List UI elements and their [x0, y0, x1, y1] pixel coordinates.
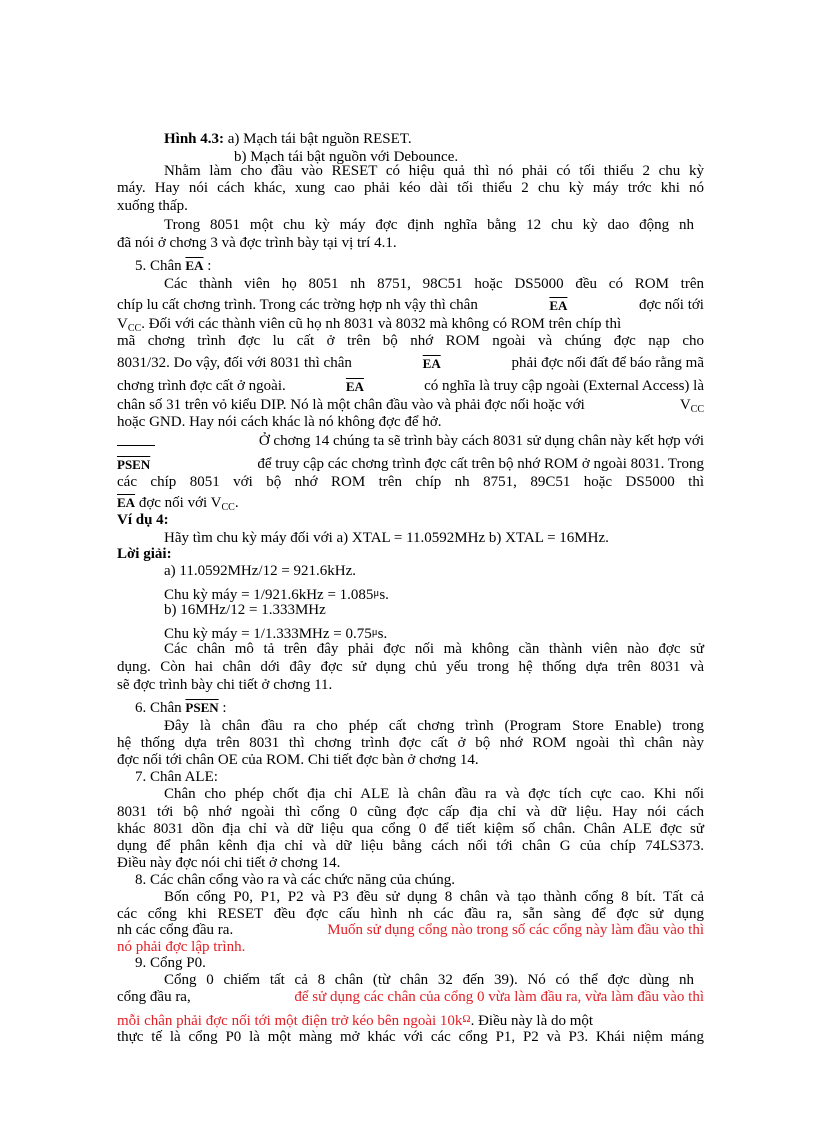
sec5-line-8: hoặc GND. Hay nói cách khác là nó không đợc để hở.: [117, 414, 442, 430]
vcc-v: V: [117, 316, 128, 332]
sec5-line-9: [117, 433, 704, 450]
sec8-line-2: các cổng khi RESET đều đợc cấu hình nh các đầu ra, sẵn sàng để đợc sử dụng: [117, 906, 704, 922]
vcc-sub: CC: [690, 404, 704, 415]
sec7-line-4: dụng để phân kênh địa chỉ và dữ liệu bằng cách nối tới chân G của chíp 74LS373.: [117, 838, 704, 854]
sec8-line-3-black: nh các cổng đầu ra.: [117, 922, 234, 938]
sec9-line-3: [117, 1011, 704, 1030]
para2-line-1: Trong 8051 một chu kỳ máy đợc định nghĩa bằng 12 chu kỳ dao động nh: [164, 217, 694, 233]
sec5-line-6a: chơng trình đợc cất ở ngoài.: [117, 378, 286, 394]
section-7-heading: 7. Chân ALE:: [135, 769, 218, 785]
sec6-line-2: hệ thống dựa trên 8031 thì chơng trình đợc cất ở bộ nhớ ROM ngoài thì chân này: [117, 735, 704, 751]
sec6-line-1: Đây là chân đầu ra cho phép cất chơng trình (Program Store Enable) trong: [164, 718, 704, 734]
caption-line-b: b) Mạch tái bật nguồn với Debounce.: [234, 149, 459, 165]
para2-line-2: đã nói ở chơng 3 và đợc trình bày tại vị trí 4.1.: [117, 235, 397, 251]
sec5-line-5a: 8031/32. Do vậy, đối với 8031 thì chân: [117, 355, 352, 371]
mu-symbol: μ: [373, 587, 380, 599]
unit-s: s.: [379, 587, 389, 603]
caption-line-a: a) Mạch tái bật nguồn RESET.: [227, 131, 412, 147]
sec9-line-4: thực tế là cổng P0 là một màng mở khác với các cổng P1, P2 và P3. Khái niệm máng: [117, 1029, 704, 1045]
sec5-line-6b: có nghĩa là truy cập ngoài (External Access) là: [424, 378, 704, 394]
ea-pin-label: $\overline{EA}$: [422, 356, 441, 371]
sec7-line-2: 8031 tới bộ nhớ ngoài thì cổng 0 cũng đợc cấp địa chỉ và dữ liệu. Hay nói cách: [117, 804, 704, 820]
para1-line-2: máy. Hay nói cách khác, xung cao phải kéo dài tối thiểu 2 chu kỳ máy trớc khi nó: [117, 180, 704, 196]
answer-b2-text: Chu kỳ máy = 1/1.333MHz = 0.75: [164, 626, 372, 642]
sec5-line-5: [117, 355, 704, 372]
caption-label: Hình 4.3:: [164, 131, 225, 147]
sec6-line-3: đợc nối tới chân OE của ROM. Chi tiết đợc bàn ở chơng 14.: [117, 752, 479, 768]
sec5-line-5b: phải đợc nối đất để báo rằng mã: [511, 355, 704, 371]
sec8-line-3-red: Muốn sử dụng cổng nào trong số các cổng này làm đầu vào thì: [327, 922, 704, 938]
sec5-line-3-text: . Đối với các thành viên cũ họ nh 8031 và 8032 mà không có ROM trên chíp thì: [141, 316, 622, 332]
sec5-line-2: [117, 297, 704, 314]
vcc-v: V: [210, 495, 222, 511]
blank-underline: [117, 433, 155, 446]
sec9-line-2-red: để sử dụng các chân của cổng 0 vừa làm đầu ra, vừa làm đầu vào thì: [294, 989, 704, 1005]
answer-a: a) 11.0592MHz/12 = 921.6kHz.: [164, 563, 357, 579]
ea-pin-label: $\overline{EA}$: [549, 298, 568, 313]
sec5-line-10-text: để truy cập các chơng trình đợc cất trên bộ nhớ ROM ở ngoài 8031. Trong: [257, 456, 704, 472]
section-6-head: 6. Chân: [135, 700, 182, 716]
sec8-line-4: nó phải đợc lập trình.: [117, 939, 246, 955]
sec5-line-7a: chân số 31 trên vỏ kiểu DIP. Nó là một chân đầu vào và phải đợc nối hoặc với: [117, 397, 585, 413]
answer-title-text: Lời giải:: [117, 546, 172, 562]
sec7-line-5: Điều này đợc nói chi tiết ở chơng 14.: [117, 855, 341, 871]
para1-line-3: xuống thấp.: [117, 198, 188, 214]
sec9-line-1: Cổng 0 chiếm tất cả 8 chân (từ chân 32 đến 39). Nó có thể đợc dùng nh: [164, 972, 694, 988]
ea-pin-label: $\overline{EA}$: [345, 379, 364, 394]
sec9-line-3-red: mỗi chân phải đợc nối tới một điện trở kéo bên ngoài 10k: [117, 1013, 463, 1029]
sec5-line-10: [117, 456, 704, 473]
sec7-line-1: Chân cho phép chốt địa chỉ ALE là chân đầu ra và đợc tích cực cao. Khi nối: [164, 786, 704, 802]
sec5-line-2a: chíp lu cất chơng trình. Trong các trờng hợp nh vậy thì chân: [117, 297, 478, 313]
sec5-line-6: [117, 378, 704, 395]
sec5-line-11: các chíp 8051 với bộ nhớ ROM trên chíp nh 8751, 89C51 hoặc DS5000 thì: [117, 474, 704, 490]
answer-b: b) 16MHz/12 = 1.333MHz: [164, 602, 326, 618]
para3-line-2: dụng. Còn hai chân dới đây đợc sử dụng chủ yếu trong hệ thống dựa trên 8031 và: [117, 659, 704, 675]
sec8-line-1: Bốn cổng P0, P1, P2 và P3 đều sử dụng 8 chân và tạo thành cổng 8 bít. Tất cả: [164, 889, 704, 905]
section-9-heading: 9. Cổng P0.: [135, 955, 206, 971]
psen-pin-label: PSEN: [185, 700, 219, 715]
sec9-line-2: [117, 989, 704, 1006]
ea-pin-label: $\overline{EA}$: [185, 258, 204, 273]
example-question: Hãy tìm chu kỳ máy đối với a) XTAL = 11.0592MHz b) XTAL = 16MHz.: [164, 530, 609, 546]
answer-a2-text: Chu kỳ máy = 1/921.6kHz = 1.085: [164, 587, 374, 603]
ea-pin-label: $\overline{EA}$: [117, 495, 136, 510]
unit-s: s.: [377, 626, 388, 642]
section-6-heading: 6. Chân PSEN :: [135, 700, 227, 716]
sec5-line-1: Các thành viên họ 8051 nh 8751, 98C51 hoặc DS5000 đều có ROM trên: [164, 276, 704, 292]
sec9-line-2-black: cổng đầu ra,: [117, 989, 191, 1005]
sec5-line-4: mã chơng trình đợc lu cất ở trên bộ nhớ ROM ngoài và chúng đợc nạp cho: [117, 333, 704, 349]
sec9-line-3-black: . Điều này là do một: [470, 1013, 594, 1029]
vcc-sub: CC: [221, 502, 235, 513]
para3-line-1: Các chân mô tả trên đây phải đợc nối mà không cần thành viên nào đợc sử: [164, 641, 704, 657]
omega-symbol: Ω: [462, 1013, 471, 1025]
psen-pin-label: PSEN: [117, 457, 151, 472]
section-5-head: 5. Chân: [135, 258, 182, 274]
mu-symbol: μ: [371, 626, 378, 638]
vcc-sub: CC: [127, 323, 142, 334]
sec5-line-12-text: đợc nối với: [138, 495, 208, 511]
sec5-line-2b: đợc nối tới: [638, 297, 704, 313]
para1-line-1: Nhằm làm cho đầu vào RESET có hiệu quả thì nó phải có tối thiểu 2 chu kỳ: [164, 163, 704, 179]
sec5-line-9-text: Ở chơng 14 chúng ta sẽ trình bày cách 8031 sử dụng chân này kết hợp với: [258, 433, 704, 449]
sec5-line-12: $\overline{EA}$ đợc nối với $V_{CC}$.: [117, 495, 239, 513]
section-8-heading: 8. Các chân cổng vào ra và các chức năng của chúng.: [135, 872, 456, 888]
example-title-text: Ví dụ 4:: [117, 512, 169, 528]
sec8-line-3: [117, 922, 704, 939]
figure-caption: [164, 131, 412, 148]
para3-line-3: sẽ đợc trình bày chi tiết ở chơng 11.: [117, 677, 333, 693]
answer-title: [117, 546, 172, 563]
section-5-heading: 5. Chân $\overline{EA}$ :: [135, 258, 212, 274]
example-title: [117, 512, 169, 529]
vcc-v: V: [679, 397, 691, 413]
sec7-line-3: khác 8031 dồn địa chỉ và dữ liệu qua cổng 0 để tiết kiệm số chân. Chân ALE đợc sử: [117, 821, 704, 837]
